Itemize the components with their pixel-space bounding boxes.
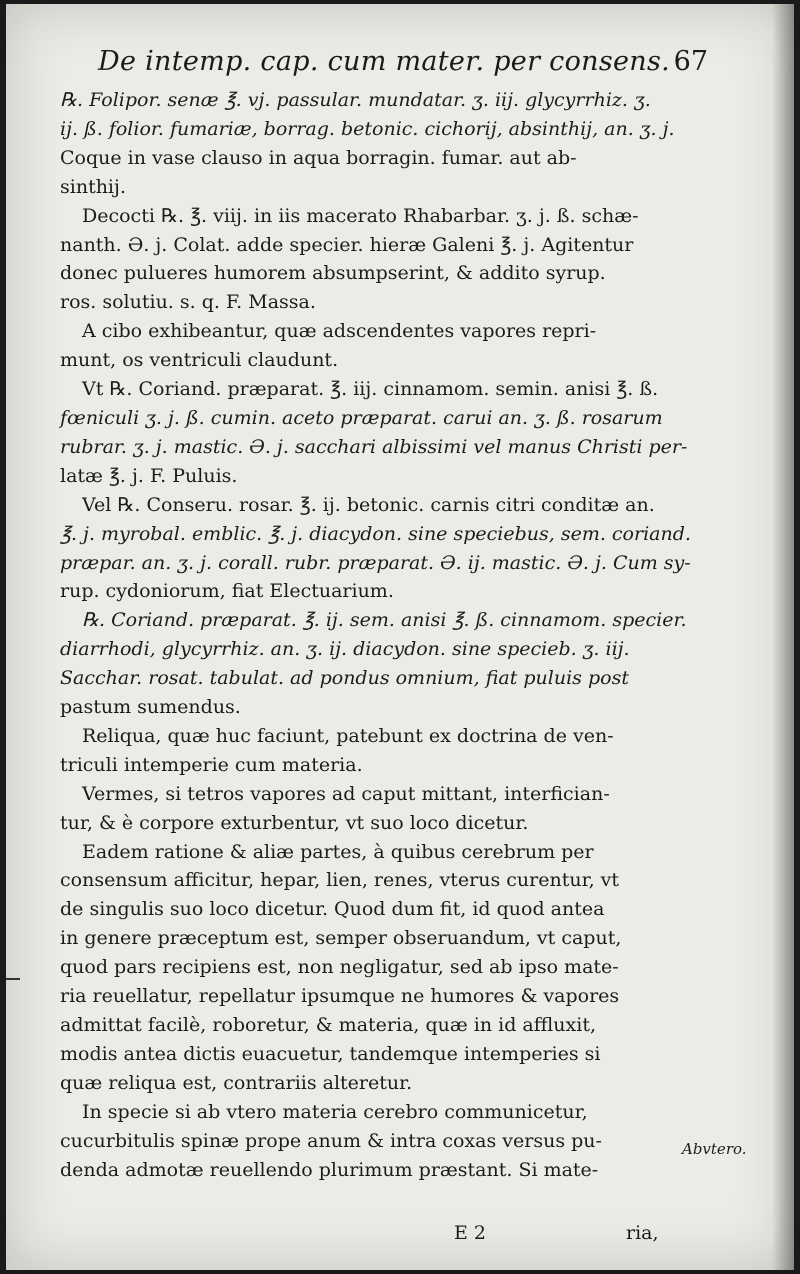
catchword: ria, bbox=[626, 1222, 659, 1244]
text-line: ℥. j. myrobal. emblic. ℥. j. diacydon. sine speciebus, sem. coriand. bbox=[60, 522, 691, 545]
text-line: triculi intemperie cum materia. bbox=[60, 753, 363, 776]
text-line: cucurbitulis spinæ prope anum & intra coxas versus pu- bbox=[60, 1129, 602, 1152]
text-line: ros. solutiu. s. q. F. Massa. bbox=[60, 291, 316, 314]
text-line: ria reuellatur, repellatur ipsumque ne humores & vapores bbox=[60, 985, 620, 1008]
book-page bbox=[6, 4, 794, 1270]
running-title: De intemp. cap. cum mater. per consens. bbox=[98, 46, 670, 77]
text-line: Vel ℞. Conseru. rosar. ℥. ij. betonic. carnis citri conditæ an. bbox=[82, 493, 655, 516]
text-line: rubrar. ʒ. j. mastic. Ə. j. sacchari albissimi vel manus Christi per- bbox=[60, 435, 688, 458]
signature-mark: E 2 bbox=[454, 1222, 486, 1244]
text-line: Vermes, si tetros vapores ad caput mittant, interfician- bbox=[82, 782, 610, 805]
text-line: A cibo exhibeantur, quæ adscendentes vapores repri- bbox=[82, 320, 597, 343]
text-line: rup. cydoniorum, fiat Electuarium. bbox=[60, 580, 394, 603]
text-line: in genere præceptum est, semper obseruandum, vt caput, bbox=[60, 927, 622, 950]
body-text bbox=[60, 86, 691, 1184]
text-line: In specie si ab vtero materia cerebro communicetur, bbox=[82, 1100, 588, 1123]
text-line: de singulis suo loco dicetur. Quod dum fit, id quod antea bbox=[60, 898, 605, 921]
text-line: diarrhodi, glycyrrhiz. an. ʒ. ij. diacydon. sine specieb. ʒ. iij. bbox=[60, 638, 630, 661]
text-line: latæ ℥. j. F. Puluis. bbox=[60, 464, 238, 487]
running-header bbox=[98, 46, 708, 86]
page-gutter-shadow bbox=[772, 4, 794, 1270]
text-line: Reliqua, quæ huc faciunt, patebunt ex doctrina de ven- bbox=[82, 724, 614, 747]
text-line: munt, os ventriculi claudunt. bbox=[60, 349, 339, 372]
text-line: consensum afficitur, hepar, lien, renes, vterus curentur, vt bbox=[60, 869, 620, 892]
marginal-note: Abvtero. bbox=[682, 1140, 747, 1158]
text-line: pastum sumendus. bbox=[60, 696, 241, 719]
text-line: ij. ß. folior. fumariæ, borrag. betonic. cichorij, absinthij, an. ʒ. j. bbox=[60, 117, 675, 140]
margin-mark bbox=[6, 978, 20, 980]
text-line: Coque in vase clauso in aqua borragin. fumar. aut ab- bbox=[60, 146, 577, 169]
text-line: Decocti ℞. ℥. viij. in iis macerato Rhabarbar. ʒ. j. ß. schæ- bbox=[82, 204, 639, 227]
text-line: fœniculi ʒ. j. ß. cumin. aceto præparat. carui an. ʒ. ß. rosarum bbox=[60, 406, 663, 429]
text-line: modis antea dictis euacuetur, tandemque intemperies si bbox=[60, 1042, 601, 1065]
text-line: quæ reliqua est, contrariis alteretur. bbox=[60, 1071, 413, 1094]
text-line: denda admotæ reuellendo plurimum præstant. Si mate- bbox=[60, 1158, 599, 1181]
text-line: ℞. Coriand. præparat. ℥. ij. sem. anisi ℥. ß. cinnamom. specier. bbox=[82, 609, 687, 632]
text-line: sinthij. bbox=[60, 175, 126, 198]
text-line: Eadem ratione & aliæ partes, à quibus cerebrum per bbox=[82, 840, 594, 863]
text-line: ℞. Folipor. senæ ℥. vj. passular. mundatar. ʒ. iij. glycyrrhiz. ʒ. bbox=[60, 89, 651, 111]
text-line: Sacchar. rosat. tabulat. ad pondus omnium, fiat puluis post bbox=[60, 667, 629, 690]
text-line: donec pulueres humorem absumpserint, & addito syrup. bbox=[60, 262, 606, 285]
text-line: nanth. Ə. j. Colat. adde specier. hieræ Galeni ℥. j. Agitentur bbox=[60, 233, 634, 256]
text-line: quod pars recipiens est, non negligatur, sed ab ipso mate- bbox=[60, 956, 619, 979]
text-line: præpar. an. ʒ. j. corall. rubr. præparat. Ə. ij. mastic. Ə. j. Cum sy- bbox=[60, 551, 691, 574]
text-line: tur, & è corpore exturbentur, vt suo loco dicetur. bbox=[60, 811, 529, 834]
text-line: admittat facilè, roboretur, & materia, quæ in id affluxit, bbox=[60, 1014, 597, 1036]
page-number: 67 bbox=[673, 46, 708, 77]
text-line: Vt ℞. Coriand. præparat. ℥. iij. cinnamom. semin. anisi ℥. ß. bbox=[82, 378, 659, 401]
